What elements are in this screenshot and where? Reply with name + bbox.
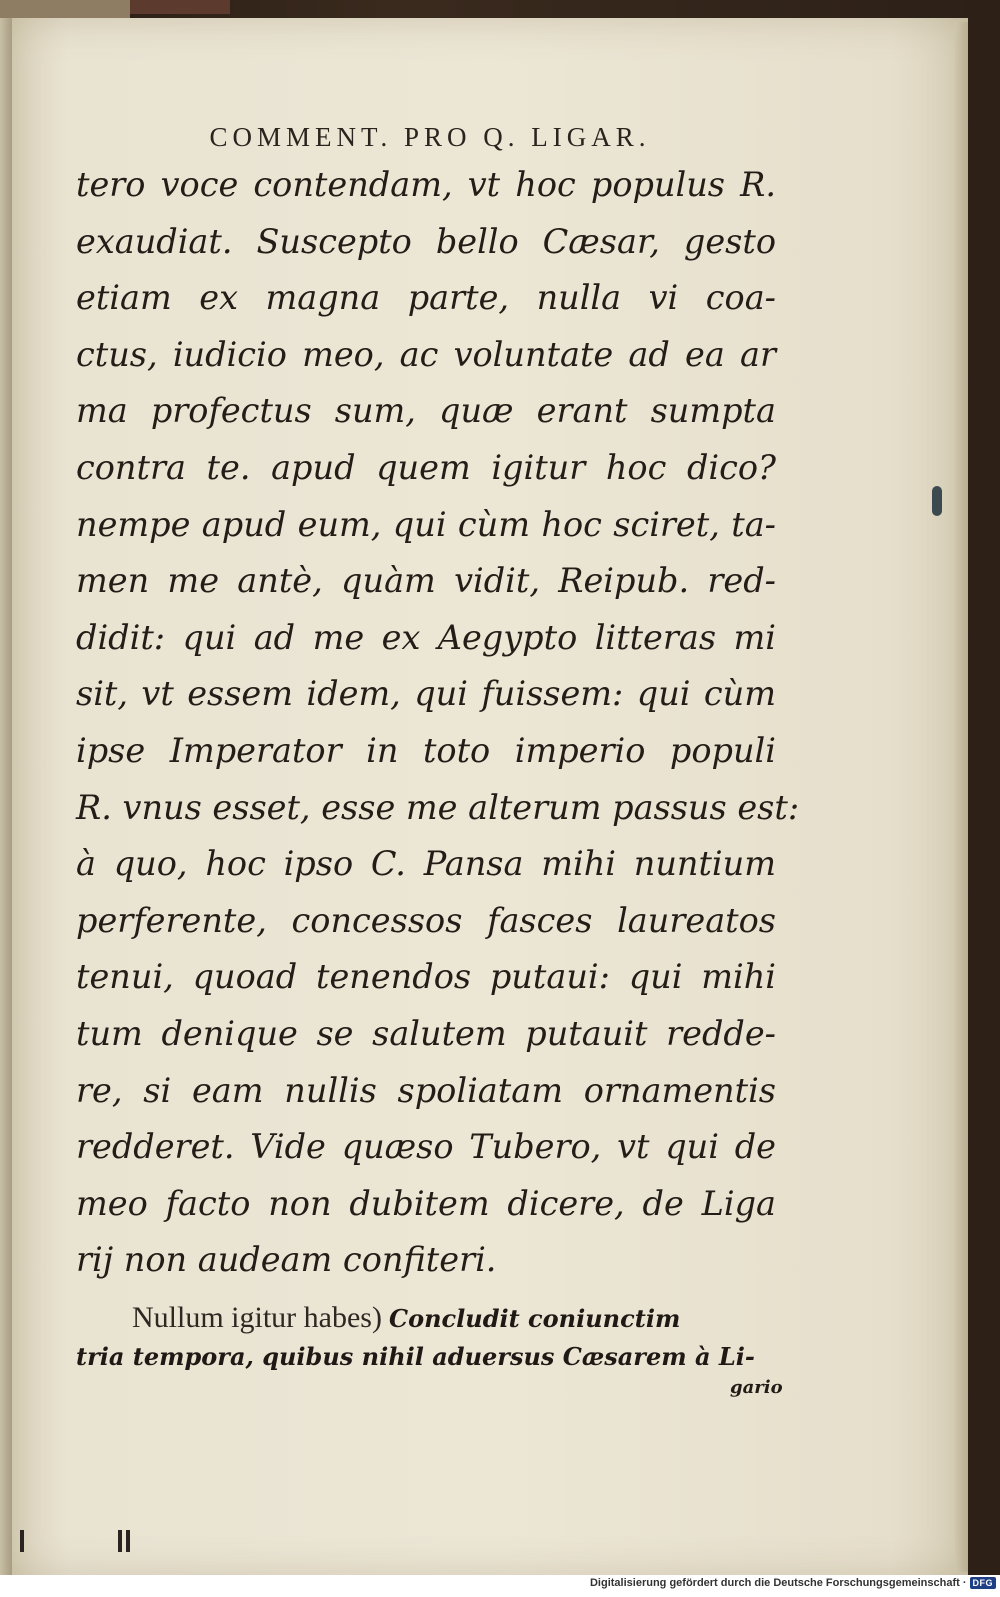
commentary-note [76, 1298, 776, 1376]
binding-fragment-dark [130, 0, 230, 14]
ink-blot [932, 486, 942, 516]
text-line: R. vnus esset, esse me alterum passus est: [76, 787, 800, 827]
stray-mark [118, 1530, 122, 1552]
text-line: ma profectus sum, quæ erant sumpta [76, 391, 776, 431]
note-text: Concludit coniunctim [388, 1304, 681, 1333]
main-text [76, 157, 800, 1289]
text-line: redderet. Vide quæso Tubero, vt qui de [76, 1127, 776, 1167]
text-line: tenui, quoad tenendos putaui: qui mihi [76, 957, 776, 997]
note-lemma: Nullum igitur habes) [132, 1301, 382, 1334]
text-line: exaudiat. Suscepto bello Cæsar, gesto [76, 221, 776, 261]
text-line: ipse Imperator in toto imperio populi [76, 730, 776, 770]
text-line: re, si eam nullis spoliatam ornamentis [76, 1070, 776, 1110]
text-line: contra te. apud quem igitur hoc dico? [76, 447, 776, 487]
text-line: etiam ex magna parte, nulla vi coa- [76, 278, 776, 318]
stray-mark [20, 1530, 24, 1552]
dfg-logo: DFG [970, 1577, 997, 1589]
text-line: à quo, hoc ipso C. Pansa mihi nuntium [76, 844, 776, 884]
text-line: nempe apud eum, qui cùm hoc sciret, ta- [76, 504, 776, 544]
text-line: perferente, concessos fasces laureatos [76, 900, 776, 940]
text-line: meo facto non dubitem dicere, de Liga [76, 1183, 776, 1223]
catchword: gario [730, 1377, 783, 1398]
text-line: tero voce contendam, vt hoc populus R. [76, 165, 776, 204]
text-line: didit: qui ad me ex Aegypto litteras mi [76, 617, 776, 657]
page-edge [955, 22, 968, 1572]
digitization-credit [590, 1577, 996, 1589]
running-head: COMMENT. PRO Q. LIGAR. [209, 122, 651, 152]
note-text: tria tempora, quibus nihil aduersus Cæsarem à Li- [76, 1342, 755, 1371]
text-line: sit, vt essem idem, qui fuissem: qui cùm [76, 674, 776, 714]
note-line [76, 1337, 776, 1376]
text-line: men me antè, quàm vidit, Reipub. red- [76, 561, 776, 601]
cover-edge [0, 18, 12, 1578]
credit-text: Digitalisierung gefördert durch die Deutsche Forschungsgemeinschaft · [589, 1577, 967, 1589]
text-line: tum denique se salutem putauit redde- [76, 1013, 776, 1053]
stray-mark [126, 1530, 130, 1552]
text-line: rij non audeam confiteri. [76, 1240, 497, 1280]
text-line: ctus, iudicio meo, ac voluntate ad ea ar [76, 334, 776, 374]
note-line [76, 1298, 776, 1337]
